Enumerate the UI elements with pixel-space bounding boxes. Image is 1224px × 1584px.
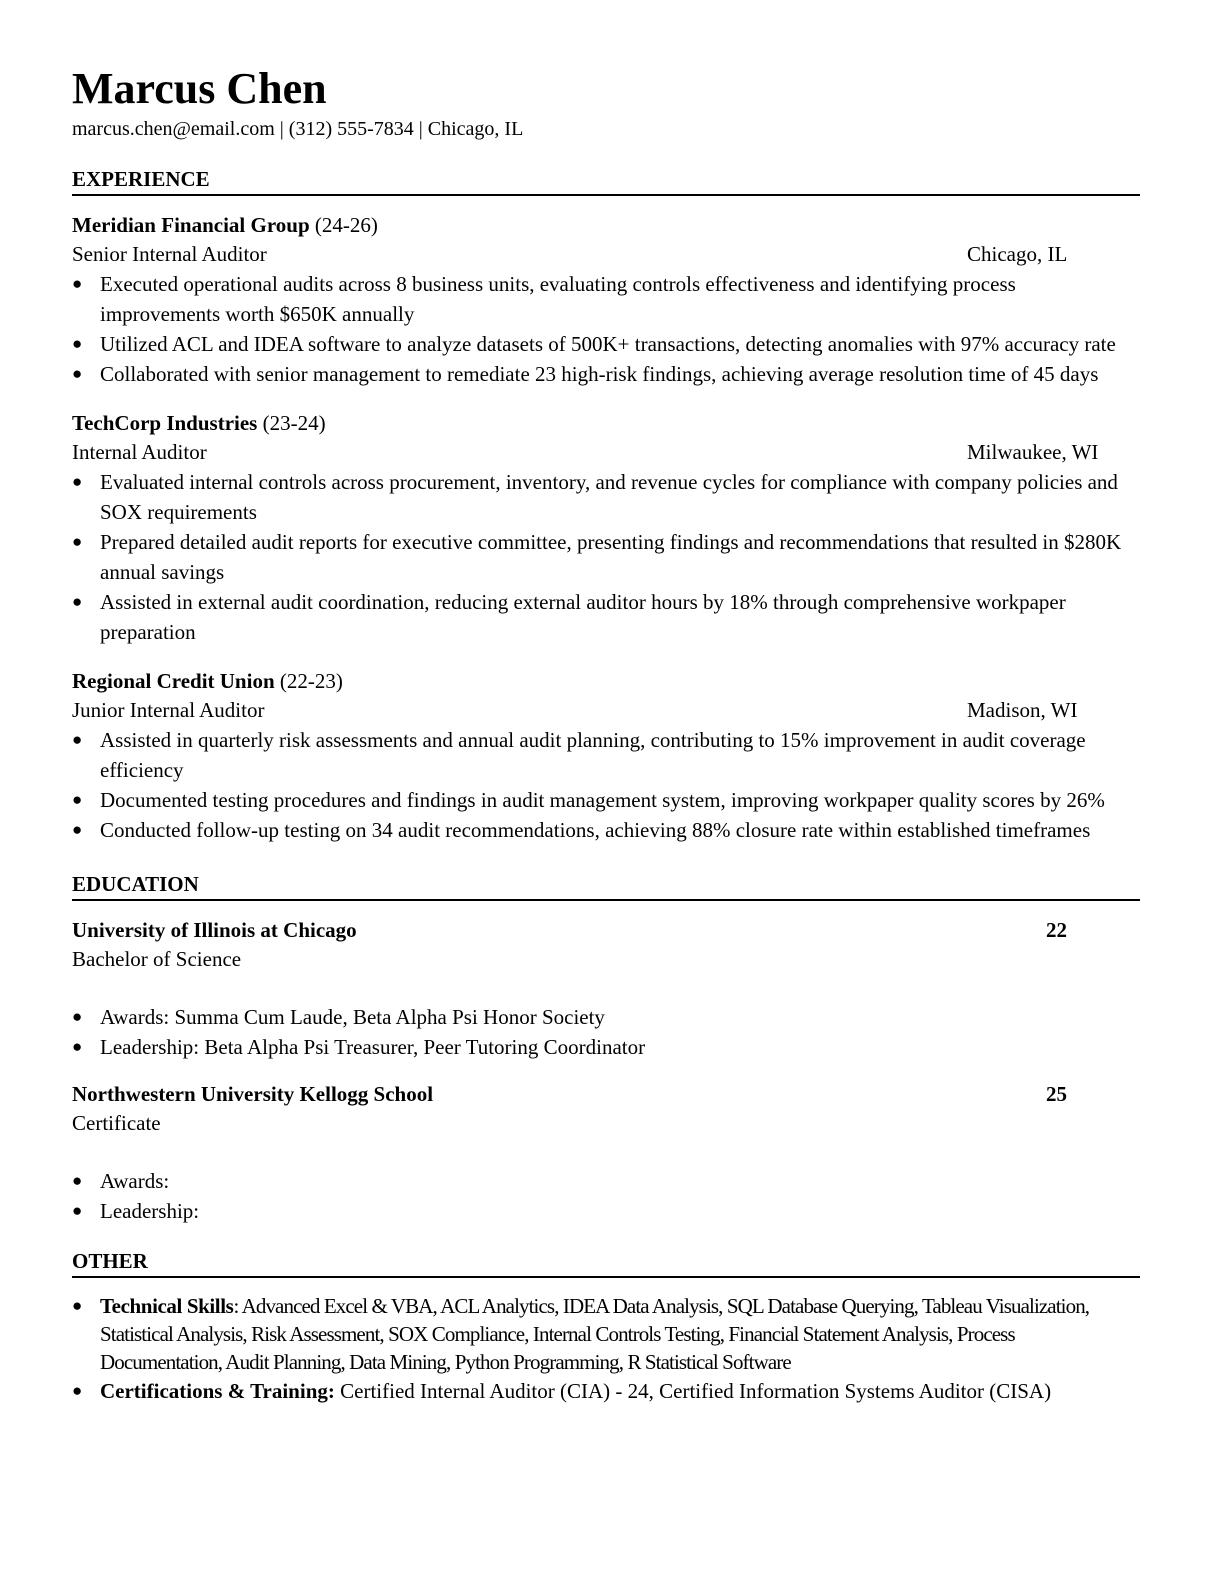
bullet-text: Assisted in quarterly risk assessments and annual audit planning, contributing to 15% improvement in audit coverage efficiency xyxy=(100,728,1086,782)
bullet-icon: ● xyxy=(72,364,83,383)
bullet-text: Collaborated with senior management to remediate 23 high-risk findings, achieving average resolution time of 45 days xyxy=(100,362,1099,386)
job-role: Internal Auditor xyxy=(72,440,207,464)
bullet-text: Utilized ACL and IDEA software to analyze datasets of 500K+ transactions, detecting anomalies with 97% accuracy rate xyxy=(100,332,1116,356)
school-entry xyxy=(72,916,1140,1062)
bullet-text: Assisted in external audit coordination, reducing external auditor hours by 18% through comprehensive workpaper preparation xyxy=(100,590,1066,644)
job-years: (24-26) xyxy=(314,213,378,237)
certifications-item xyxy=(72,1376,1140,1406)
bullet-item xyxy=(72,527,1140,587)
degree: Certificate xyxy=(72,1111,161,1135)
education-list xyxy=(72,916,1140,1226)
company-name: TechCorp Industries xyxy=(72,411,258,435)
company-name: Meridian Financial Group xyxy=(72,213,310,237)
bullet-item xyxy=(72,359,1140,389)
candidate-name: Marcus Chen xyxy=(72,64,327,113)
job-entry xyxy=(72,667,1140,845)
bullet-item xyxy=(72,329,1140,359)
school-entry xyxy=(72,1080,1140,1226)
job-years: (22-23) xyxy=(279,669,343,693)
bullet-text: Awards: Summa Cum Laude, Beta Alpha Psi Honor Society xyxy=(100,1005,605,1029)
certs-label: Certifications & Training: xyxy=(100,1379,335,1403)
section-heading-experience: EXPERIENCE xyxy=(72,164,1140,196)
bullet-item xyxy=(72,467,1140,527)
bullet-icon: ● xyxy=(72,1037,83,1056)
bullet-item xyxy=(72,587,1140,647)
skills-label: Technical Skills xyxy=(100,1294,234,1318)
bullet-icon: ● xyxy=(72,592,83,611)
bullet-icon: ● xyxy=(72,274,83,293)
bullet-item xyxy=(72,1002,1140,1032)
bullet-icon: ● xyxy=(72,1296,82,1315)
job-location: Madison, WI xyxy=(967,698,1078,722)
bullet-icon: ● xyxy=(72,1381,83,1400)
bullet-item xyxy=(72,269,1140,329)
job-location: Milwaukee, WI xyxy=(967,440,1099,464)
bullet-icon: ● xyxy=(72,1007,83,1026)
graduation-year: 22 xyxy=(1046,918,1067,942)
graduation-year: 25 xyxy=(1046,1082,1067,1106)
bullet-item xyxy=(72,1032,1140,1062)
bullet-item xyxy=(72,815,1140,845)
technical-skills-item xyxy=(72,1292,1140,1376)
job-entry xyxy=(72,211,1140,389)
bullet-item xyxy=(72,785,1140,815)
job-years: (23-24) xyxy=(262,411,326,435)
bullet-icon: ● xyxy=(72,1171,83,1190)
contact-info: marcus.chen@email.com | (312) 555-7834 | Chicago, IL xyxy=(72,118,524,140)
job-location: Chicago, IL xyxy=(967,242,1068,266)
bullet-text: Leadership: xyxy=(100,1199,200,1223)
job-role: Junior Internal Auditor xyxy=(72,698,265,722)
experience-list xyxy=(72,211,1140,845)
bullet-icon: ● xyxy=(72,820,83,839)
bullet-item xyxy=(72,1166,1140,1196)
bullet-icon: ● xyxy=(72,532,83,551)
job-role: Senior Internal Auditor xyxy=(72,242,267,266)
bullet-text: Awards: xyxy=(100,1169,170,1193)
school-name: University of Illinois at Chicago xyxy=(72,918,357,942)
school-name: Northwestern University Kellogg School xyxy=(72,1082,434,1106)
degree: Bachelor of Science xyxy=(72,947,242,971)
bullet-text: Executed operational audits across 8 business units, evaluating controls effectiveness and identifying process improvements worth $650K annually xyxy=(100,272,1016,326)
other-list xyxy=(72,1292,1140,1406)
bullet-item xyxy=(72,1196,1140,1226)
bullet-text: Documented testing procedures and findings in audit management system, improving workpaper quality scores by 26% xyxy=(100,788,1105,812)
bullet-item xyxy=(72,725,1140,785)
bullet-icon: ● xyxy=(72,334,83,353)
bullet-icon: ● xyxy=(72,472,83,491)
bullet-text: Evaluated internal controls across procurement, inventory, and revenue cycles for compliance with company policies and SOX requirements xyxy=(100,470,1118,524)
certs-text: Certified Internal Auditor (CIA) - 24, Certified Information Systems Auditor (CISA) xyxy=(334,1379,1052,1403)
bullet-icon: ● xyxy=(72,790,83,809)
bullet-icon: ● xyxy=(72,730,83,749)
bullet-text: Prepared detailed audit reports for executive committee, presenting findings and recommendations that resulted in $280K annual savings xyxy=(100,530,1122,584)
company-name: Regional Credit Union xyxy=(72,669,275,693)
bullet-text: Conducted follow-up testing on 34 audit recommendations, achieving 88% closure rate within established timeframes xyxy=(100,818,1091,842)
bullet-icon: ● xyxy=(72,1201,83,1220)
bullet-text: Leadership: Beta Alpha Psi Treasurer, Peer Tutoring Coordinator xyxy=(100,1035,646,1059)
skills-text: : Advanced Excel & VBA, ACL Analytics, IDEA Data Analysis, SQL Database Querying, Tableau Visualization, Statistical Analysis, Risk Assessment, SOX Compliance, Internal Controls Testing, Financial Statement Analysis, Process Documentation, Audit Planning, Data Mining, Python Programming, R Statistical Software xyxy=(100,1294,1090,1374)
job-entry xyxy=(72,409,1140,647)
section-heading-education: EDUCATION xyxy=(72,869,1140,901)
section-heading-other: OTHER xyxy=(72,1246,1140,1278)
